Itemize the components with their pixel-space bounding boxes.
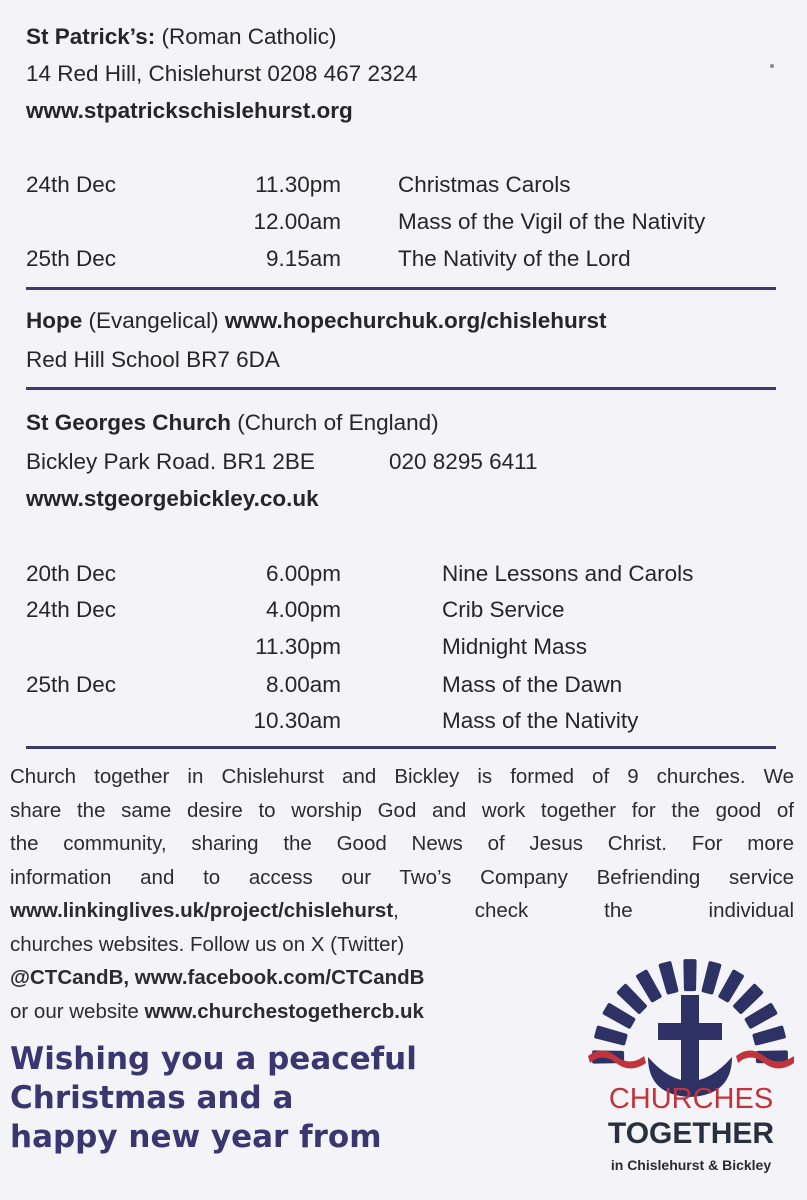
info-line: share the same desire to worship God and work together for the good of: [10, 798, 794, 822]
st-georges-contact: [26, 443, 586, 480]
service-date: 25th Dec: [26, 246, 117, 271]
service-row: [0, 240, 807, 277]
service-description: Mass of the Dawn: [442, 672, 623, 697]
service-time: 11.30pm: [255, 172, 341, 197]
st-georges-name: St Georges Church: [26, 410, 232, 435]
info-line: churches websites. Follow us on X (Twitter): [10, 932, 405, 956]
st-patricks-address: 14 Red Hill, Chislehurst 0208 467 2324: [26, 61, 418, 86]
st-georges-website[interactable]: www.stgeorgebickley.co.uk: [26, 486, 319, 511]
st-georges-address: Bickley Park Road. BR1 2BE: [26, 449, 315, 474]
service-time: 6.00pm: [265, 561, 341, 586]
st-georges-header: [26, 404, 439, 441]
service-row: [0, 591, 807, 628]
service-time: 8.00am: [265, 672, 341, 697]
service-date: 24th Dec: [26, 597, 117, 622]
st-georges-phone: 020 8295 6411: [389, 449, 538, 474]
sun-ray: [755, 1028, 784, 1044]
service-description: Mass of the Vigil of the Nativity: [398, 209, 706, 234]
hope-denomination: (Evangelical): [82, 308, 225, 333]
section-divider: [26, 287, 776, 290]
service-time: 12.00am: [253, 209, 341, 234]
service-description: Christmas Carols: [398, 172, 571, 197]
print-speck: [770, 64, 774, 68]
greeting-line: Christmas and a: [10, 1080, 294, 1116]
service-row: [0, 666, 807, 703]
service-description: Crib Service: [442, 597, 565, 622]
greeting-line: Wishing you a peaceful: [10, 1041, 417, 1077]
logo-text-together: TOGETHER: [607, 1117, 775, 1150]
service-description: Midnight Mass: [442, 634, 588, 659]
sun-ray: [735, 986, 761, 1012]
service-row: [0, 166, 807, 203]
service-time: 4.00pm: [265, 597, 341, 622]
hope-address: Red Hill School BR7 6DA: [26, 347, 280, 372]
service-row: [0, 203, 807, 240]
social-links[interactable]: @CTCandB, www.facebook.com/CTCandB: [10, 966, 425, 989]
st-patricks-header: [26, 18, 337, 55]
sun-ray: [638, 972, 660, 1001]
service-date: 20th Dec: [26, 561, 117, 586]
hope-website[interactable]: www.hopechurchuk.org/chislehurst: [224, 308, 607, 333]
service-date: 25th Dec: [26, 672, 117, 697]
service-description: Mass of the Nativity: [442, 708, 639, 733]
st-patricks-denomination: (Roman Catholic): [155, 24, 337, 49]
cross-boat-icon: [648, 995, 732, 1097]
service-date: 24th Dec: [26, 172, 117, 197]
sun-ray: [661, 963, 677, 992]
service-time: 9.15am: [265, 246, 341, 271]
st-patricks-name: St Patrick’s:: [26, 24, 156, 49]
churchestogether-link[interactable]: www.churchestogethercb.uk: [144, 999, 424, 1023]
service-description: Nine Lessons and Carols: [442, 561, 694, 586]
linkinglives-link[interactable]: www.linkinglives.uk/project/chislehurst: [10, 899, 394, 922]
logo-text-churches: CHURCHES: [608, 1083, 774, 1115]
logo-text-location: in Chislehurst & Bickley: [610, 1157, 772, 1173]
st-georges-denomination: (Church of England): [231, 410, 439, 435]
info-line: Church together in Chislehurst and Bickley is formed of 9 churches. We: [10, 765, 794, 788]
section-divider: [26, 387, 776, 390]
christmas-greeting: [10, 1040, 570, 1157]
service-row: [0, 628, 807, 665]
section-divider: [26, 746, 776, 749]
info-line: the community, sharing the Good News of Jesus Christ. For more: [10, 832, 794, 855]
info-line: information and to access our Two’s Company Befriending service: [10, 865, 794, 889]
hope-header: [26, 302, 607, 339]
sun-ray: [720, 972, 742, 1001]
service-row: [0, 555, 807, 592]
sun-ray: [685, 961, 694, 989]
greeting-line: happy new year from: [10, 1119, 382, 1155]
sun-ray: [747, 1005, 776, 1027]
info-line-text: , check the individual: [393, 899, 794, 922]
service-time: 11.30pm: [255, 634, 341, 659]
sun-ray: [619, 986, 645, 1012]
info-line: [10, 894, 794, 928]
service-time: 10.30am: [253, 708, 341, 733]
info-line-text: or our website: [10, 999, 145, 1023]
sun-ray: [704, 963, 720, 992]
st-patricks-website[interactable]: www.stpatrickschislehurst.org: [26, 98, 353, 123]
sun-ray: [605, 1005, 634, 1027]
sun-ray: [596, 1028, 625, 1044]
service-description: The Nativity of the Lord: [398, 246, 631, 271]
service-row: [0, 702, 807, 739]
hope-name: Hope: [26, 308, 83, 333]
